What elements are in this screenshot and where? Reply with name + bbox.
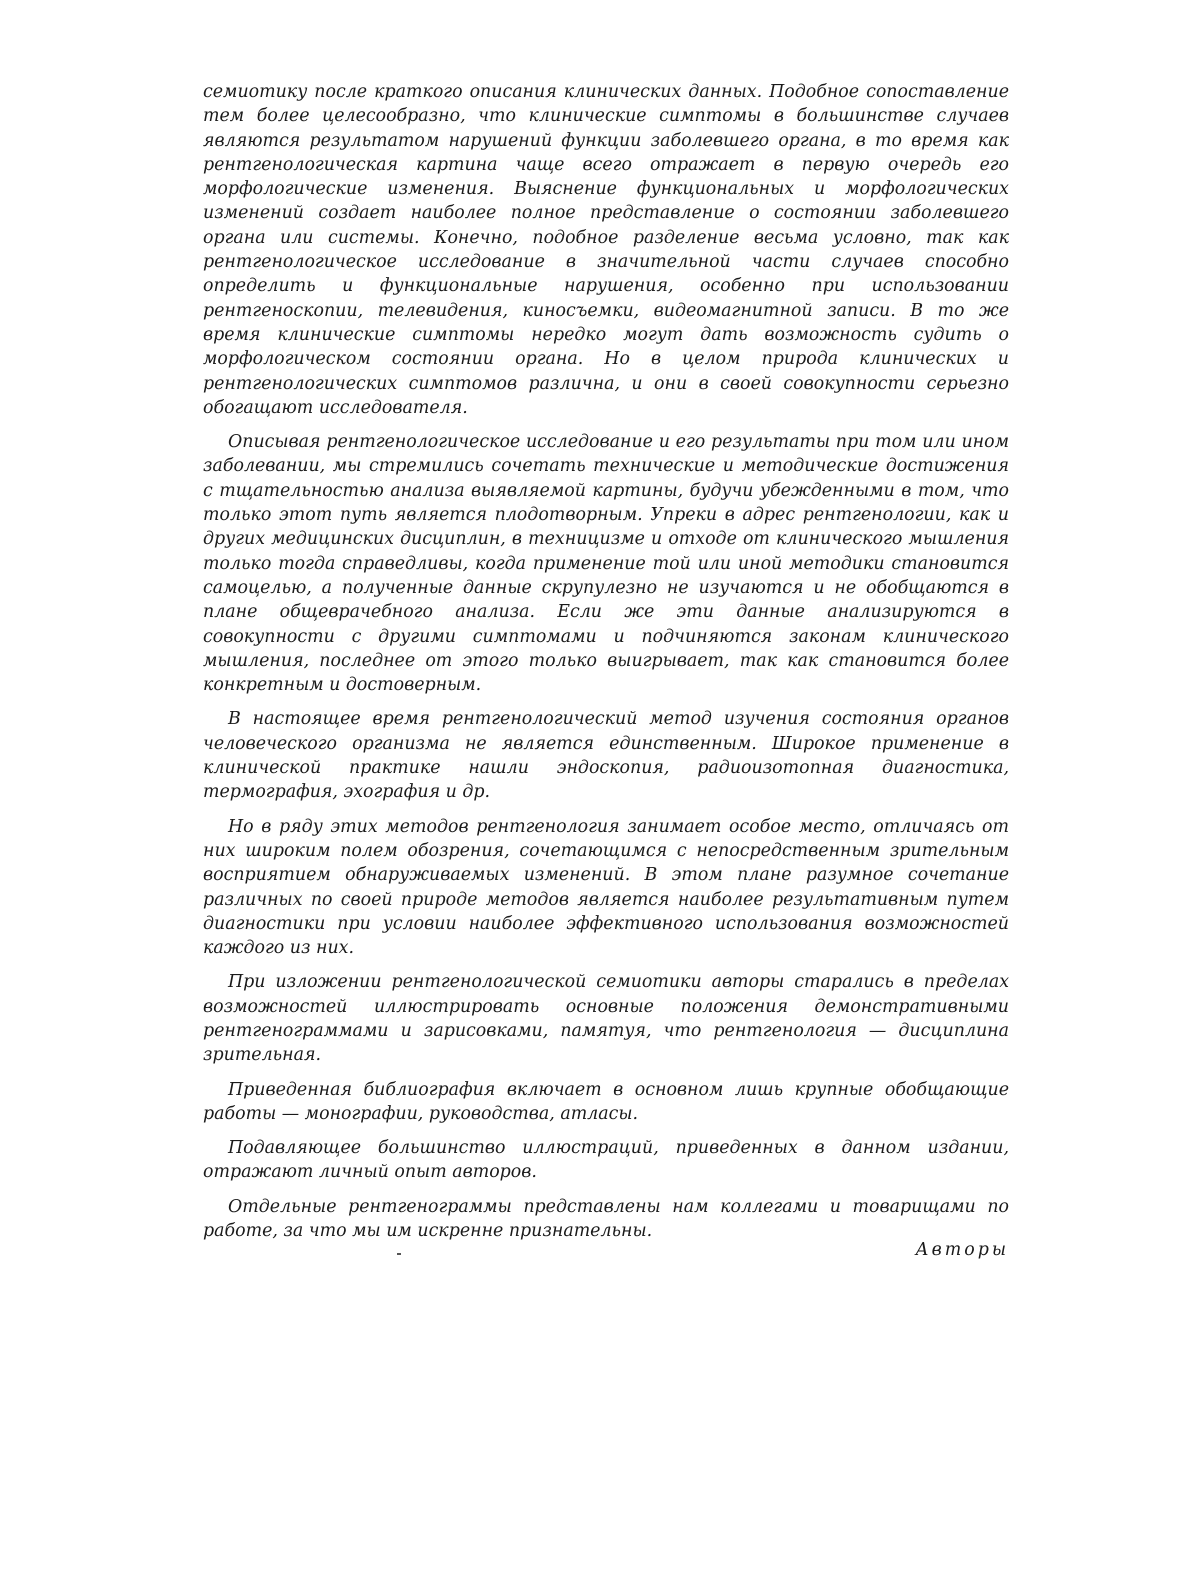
paragraph-7: Подавляющее большинство иллюстраций, приведенных в данном издании, отражают личный опыт авторов. [203,1138,1009,1183]
page-body [203,80,1009,1253]
paragraph-6: Приведенная библиография включает в основном лишь крупные обобщающие работы — монографии, руководства, атласы. [203,1079,1009,1124]
paragraph-8: Отдельные рентгенограммы представлены нам коллегами и товарищами по работе, за что мы им искренне признательны. [203,1196,1009,1242]
paragraph-5: При изложении рентгенологической семиотики авторы старались в пределах возможностей иллюстрировать основные положения демонстративными рентгенограммами и зарисовками, памятуя, что рентгенология — дисциплина зрительная. [203,972,1009,1066]
paragraph-2: Описывая рентгенологическое исследование и его результаты при том или ином заболевании, мы стремились сочетать технические и методические достижения с тщательностью анализа выявляемой картины, будучи убежденными в том, что только этот путь является плодотворным. Упреки в адрес рентгенологии, как и других медицинских дисциплин, в техницизме и отходе от клинического мышления только тогда справедливы, когда применение той или иной методики становится самоцелью, а полученные данные скрупулезно не изучаются и не обобщаются в плане общеврачебного анализа. Если же эти данные анализируются в совокупности с другими симптомами и подчиняются законам клинического мышления, последнее от этого только выигрывает, так как становится более конкретным и достоверным. [203,432,1009,696]
paragraph-1: семиотику после краткого описания клинических данных. Подобное сопоставление тем более целесообразно, что клинические симптомы в большинстве случаев являются результатом нарушений функции заболевшего органа, в то время как рентгенологическая картина чаще всего отражает в первую очередь его морфологические изменения. Выяснение функциональных и морфологических изменений создает наиболее полное представление о состоянии заболевшего органа или системы. Конечно, подобное разделение весьма условно, так как рентгенологическое исследование в значительной части случаев способно определить и функциональные нарушения, особенно при использовании рентгеноскопии, телевидения, киносъемки, видеомагнитной записи. В то же время клинические симптомы нередко могут дать возможность судить о морфологическом состоянии органа. Но в целом природа клинических и рентгенологических симптомов различна, и они в своей совокупности серьезно обогащают исследователя. [203,82,1009,418]
paragraph-3: В настоящее время рентгенологический метод изучения состояния органов человеческого организма не является единственным. Широкое применение в клинической практике нашли эндоскопия, радиоизотопная диагностика, термография, эхография и др. [203,709,1009,803]
signature: Авторы [915,1240,1009,1260]
paragraph-4: Но в ряду этих методов рентгенология занимает особое место, отличаясь от них широким полем обозрения, сочетающимся с непосредственным зрительным восприятием обнаруживаемых изменений. В этом плане разумное сочетание различных по своей природе методов является наиболее результативным путем диагностики при условии наиболее эффективного использования возможностей каждого из них. [203,816,1009,959]
